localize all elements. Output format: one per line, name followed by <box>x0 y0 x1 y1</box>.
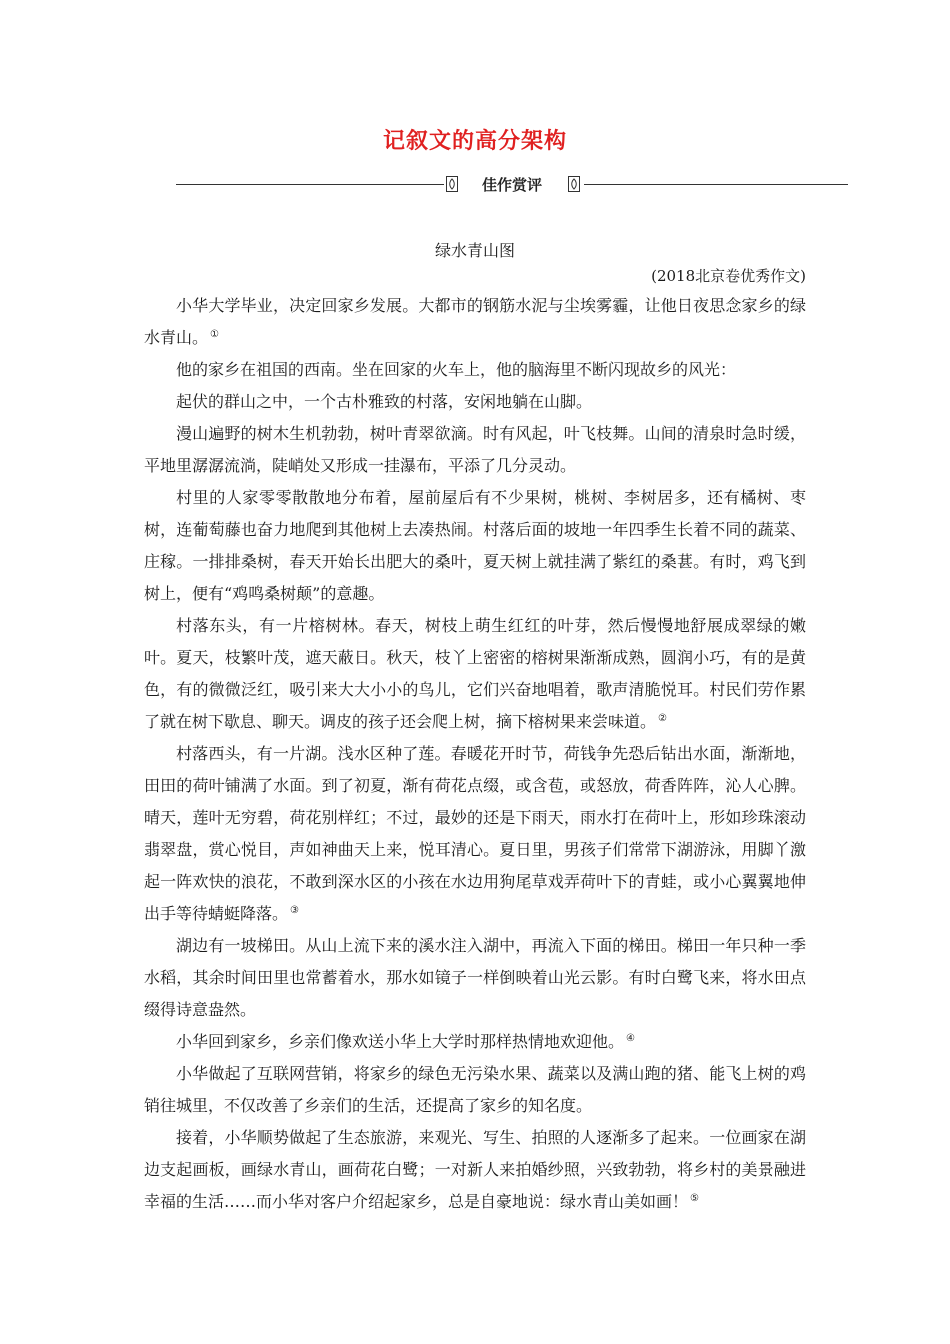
divider-line-right <box>584 184 848 185</box>
footnote-marker: ① <box>210 328 219 340</box>
divider-line-left <box>176 184 444 185</box>
paragraph: 村落西头，有一片湖。浅水区种了莲。春暖花开时节，荷钱争先恐后钻出水面，渐渐地，田田的荷叶铺满了水面。到了初夏，渐有荷花点缀，或含苞，或怒放，荷香阵阵，沁人心脾。晴天，莲叶无穷碧，荷花别样红；不过，最妙的还是下雨天，雨水打在荷叶上，形如珍珠滚动翡翠盘，赏心悦目，声如神曲天上来，悦耳清心。夏日里，男孩子们常常下湖游泳，用脚丫激起一阵欢快的浪花，不敢到深水区的小孩在水边用狗尾草戏弄荷叶下的青蛙，或小心翼翼地伸出手等待蜻蜓降落。 ③ <box>144 744 806 923</box>
paragraph: 起伏的群山之中，一个古朴雅致的村落，安闲地躺在山脚。 <box>176 392 593 411</box>
paragraph: 小华回到家乡，乡亲们像欢送小华上大学时那样热情地欢迎他。 ④ <box>176 1032 635 1051</box>
section-header <box>176 172 848 198</box>
paragraph: 接着，小华顺势做起了生态旅游，来观光、写生、拍照的人逐渐多了起来。一位画家在湖边支起画板，画绿水青山，画荷花白鹭；一对新人来拍婚纱照，兴致勃勃，将乡村的美景融进幸福的生活……而小华对客户介绍起家乡，总是自豪地说：绿水青山美如画！ ⑤ <box>144 1128 806 1211</box>
paragraph: 小华做起了互联网营销，将家乡的绿色无污染水果、蔬菜以及满山跑的猪、能飞上树的鸡销往城里，不仅改善了乡亲们的生活，还提高了家乡的知名度。 <box>144 1064 806 1115</box>
paragraph: 漫山遍野的树木生机勃勃，树叶青翠欲滴。时有风起，叶飞枝舞。山间的清泉时急时缓，平地里潺潺流淌，陡峭处又形成一挂瀑布，平添了几分灵动。 <box>144 424 806 475</box>
essay-source: (2018北京卷优秀作文) <box>651 267 806 285</box>
paragraph: 小华大学毕业，决定回家乡发展。大都市的钢筋水泥与尘埃雾霾，让他日夜思念家乡的绿水青山。 ① <box>144 296 806 347</box>
paragraph: 湖边有一坡梯田。从山上流下来的溪水注入湖中，再流入下面的梯田。梯田一年只种一季水稻，其余时间田里也常蓄着水，那水如镜子一样倒映着山光云影。有时白鹭飞来，将水田点缀得诗意盎然。 <box>144 936 806 1019</box>
footnote-marker: ② <box>658 712 667 724</box>
paragraph: 村里的人家零零散散地分布着，屋前屋后有不少果树，桃树、李树居多，还有橘树、枣树，连葡萄藤也奋力地爬到其他树上去凑热闹。村落后面的坡地一年四季生长着不同的蔬菜、庄稼。一排排桑树，春天开始长出肥大的桑叶，夏天树上就挂满了紫红的桑葚。有时，鸡飞到树上，便有“鸡鸣桑树颠”的意趣。 <box>144 488 806 603</box>
footnote-marker: ⑤ <box>690 1192 699 1204</box>
footnote-marker: ④ <box>626 1032 635 1044</box>
essay-body <box>144 290 806 1218</box>
paragraph: 他的家乡在祖国的西南。坐在回家的火车上，他的脑海里不断闪现故乡的风光： <box>176 360 737 379</box>
essay-title: 绿水青山图 <box>434 241 515 260</box>
leaf-ornament-icon <box>568 176 580 192</box>
leaf-ornament-icon <box>446 176 458 192</box>
footnote-marker: ③ <box>290 904 299 916</box>
paragraph: 村落东头，有一片榕树林。春天，树枝上萌生红红的叶芽，然后慢慢地舒展成翠绿的嫩叶。夏天，枝繁叶茂，遮天蔽日。秋天，枝丫上密密的榕树果渐渐成熟，圆润小巧，有的是黄色，有的微微泛红，吸引来大大小小的鸟儿，它们兴奋地唱着，歌声清脆悦耳。村民们劳作累了就在树下歇息、聊天。调皮的孩子还会爬上树，摘下榕树果来尝味道。 ② <box>144 616 806 731</box>
section-label: 佳作赏评 <box>481 176 542 194</box>
document-title: 记叙文的高分架构 <box>382 129 567 154</box>
